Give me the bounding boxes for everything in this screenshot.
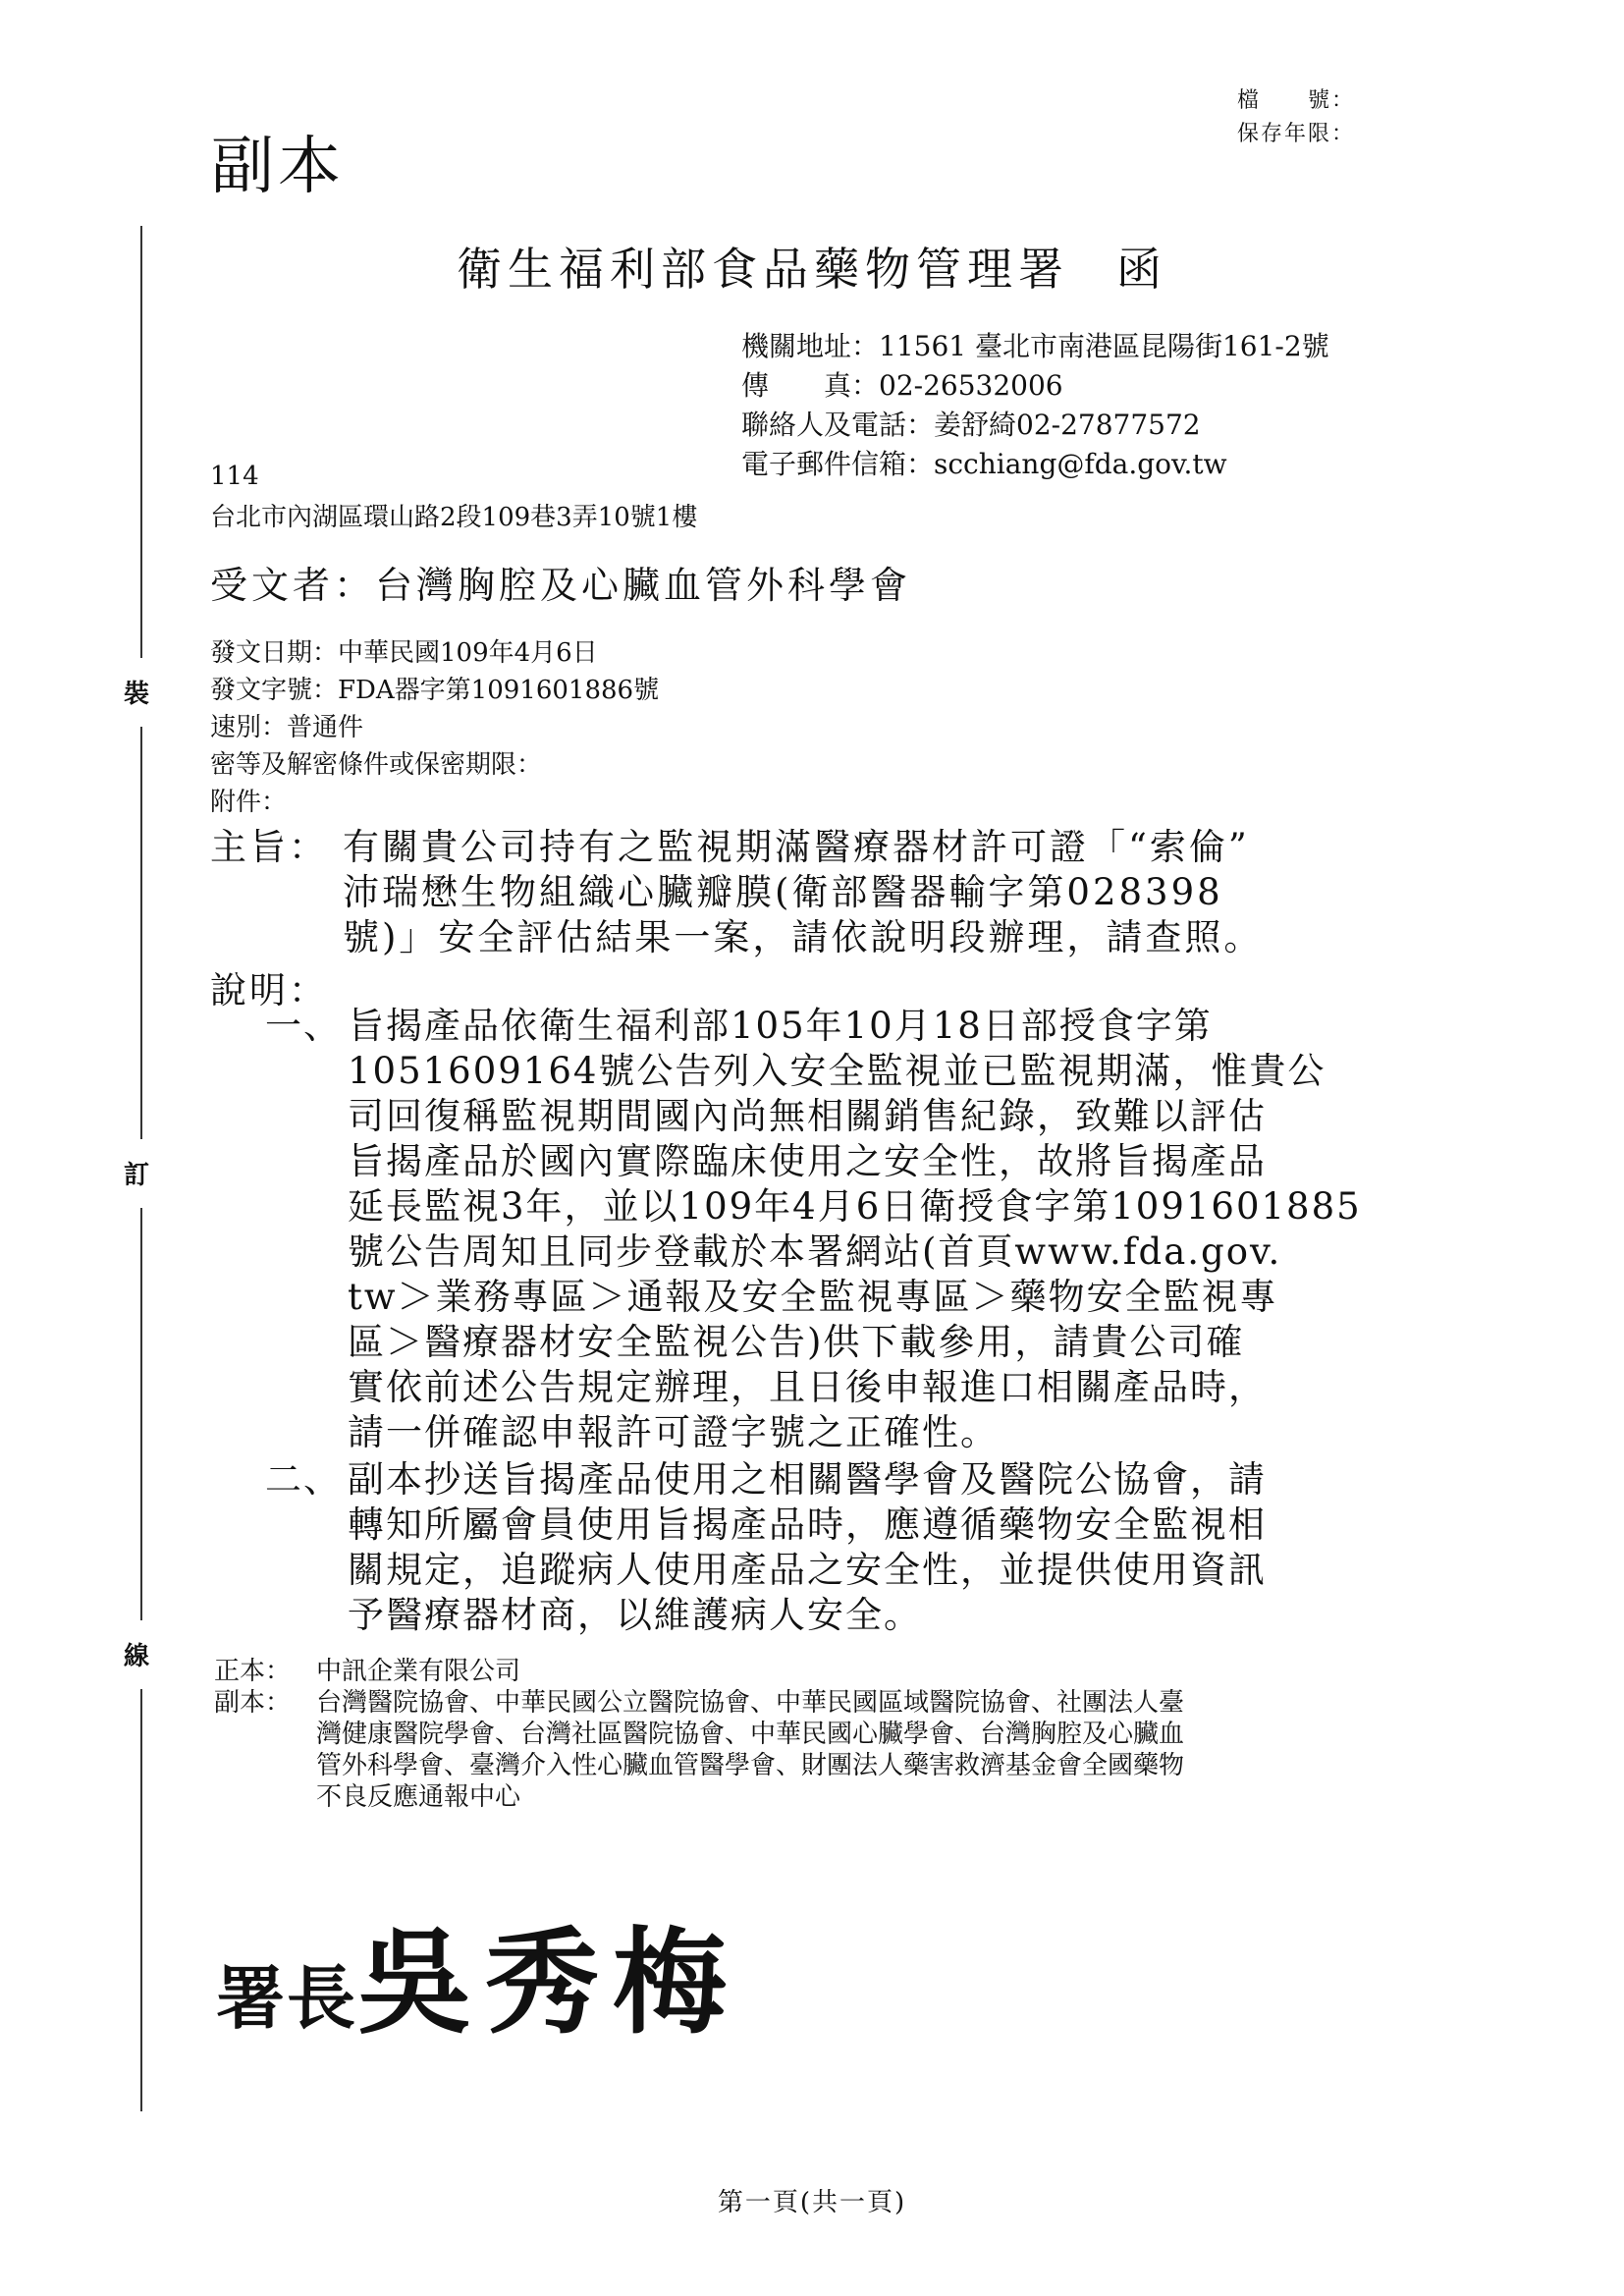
page-number: 第一頁(共一頁)	[717, 2188, 907, 2217]
recipient-name: 受文者：台灣胸腔及心臟血管外科學會	[210, 564, 912, 607]
subject-label: 主旨：	[210, 826, 328, 868]
copy-mark: 副本	[211, 131, 345, 203]
title-agency: 衛生福利部食品藥物管理署	[457, 243, 1069, 296]
subject-block	[210, 825, 1263, 960]
subject-line: 沛瑞懋生物組織心臟瓣膜(衛部醫器輸字第028398	[343, 871, 1223, 913]
binding-line-lower-mid	[140, 1208, 142, 1620]
description-label: 說明：	[210, 969, 328, 1011]
item-line: 轉知所屬會員使用旨揭產品時，應遵循藥物安全監視相	[348, 1503, 1267, 1546]
agency-fax: 傳 真：02-26532006	[741, 369, 1063, 402]
retention-label: 保存年限：	[1237, 122, 1356, 146]
original-recipient-label: 正本：	[214, 1657, 292, 1686]
item-line: 旨揭產品依衛生福利部105年10月18日部授食字第	[348, 1005, 1213, 1047]
document-meta	[210, 634, 659, 821]
item-line: tw＞業務專區＞通報及安全監視專區＞藥物安全監視專	[348, 1276, 1278, 1318]
cc-label: 副本：	[214, 1688, 292, 1718]
signature-name: 吳秀梅	[357, 1916, 740, 2050]
item-line: 請一併確認申報許可證字號之正確性。	[348, 1411, 999, 1453]
file-number-block	[1237, 84, 1375, 151]
subject-line: 號)」安全評估結果一案，請依說明段辦理，請查照。	[343, 916, 1264, 958]
agency-contact: 聯絡人及電話：姜舒綺02-27877572	[741, 409, 1201, 441]
item-line: 旨揭產品於國內實際臨床使用之安全性，故將旨揭產品	[348, 1140, 1267, 1182]
recipient-zip: 114	[210, 462, 259, 491]
file-no-label: 檔 號：	[1237, 88, 1356, 113]
binding-line-bottom	[140, 1689, 142, 2111]
cc-line: 管外科學會、臺灣介入性心臟血管醫學會、財團法人藥害救濟基金會全國藥物	[316, 1751, 1185, 1780]
agency-address: 機關地址：11561 臺北市南港區昆陽街161-2號	[741, 330, 1329, 362]
agency-info	[741, 327, 1329, 484]
cc-line: 台灣醫院協會、中華民國公立醫院協會、中華民國區域醫院協會、社團法人臺	[316, 1688, 1185, 1718]
item-line: 關規定，追蹤病人使用產品之安全性，並提供使用資訊	[348, 1549, 1267, 1591]
distribution-block	[214, 1656, 1184, 1813]
document-number: 發文字號：FDA器字第1091601886號	[210, 676, 660, 705]
delivery-speed: 速別：普通件	[210, 713, 364, 742]
item-line: 予醫療器材商，以維護病人安全。	[348, 1594, 922, 1636]
item-line: 實依前述公告規定辦理，且日後申報進口相關產品時，	[348, 1366, 1267, 1408]
binding-mark-xian: 線	[124, 1642, 150, 1671]
document-title	[0, 234, 1624, 299]
binding-line-upper-mid	[140, 727, 142, 1139]
item-line: 司回復稱監視期間國內尚無相關銷售紀錄，致難以評估	[348, 1095, 1267, 1137]
attachment: 附件：	[210, 788, 288, 817]
item-line: 區＞醫療器材安全監視公告)供下載參用，請貴公司確	[348, 1321, 1245, 1363]
issue-date: 發文日期：中華民國109年4月6日	[210, 638, 598, 668]
item-number: 一、	[265, 1005, 342, 1047]
secrecy-level: 密等及解密條件或保密期限：	[210, 750, 543, 780]
original-recipient: 中訊企業有限公司	[316, 1657, 521, 1686]
cc-line: 不良反應通報中心	[316, 1782, 521, 1812]
item-line: 號公告周知且同步登載於本署網站(首頁www.fda.gov.	[348, 1230, 1282, 1273]
agency-email: 電子郵件信箱：scchiang@fda.gov.tw	[741, 448, 1227, 480]
signature-title: 署長	[216, 1957, 357, 2039]
description-item-2	[265, 1457, 1267, 1638]
item-number: 二、	[265, 1458, 342, 1501]
binding-mark-zhuang: 裝	[124, 680, 150, 709]
title-suffix: 函	[1116, 243, 1167, 296]
subject-line: 有關貴公司持有之監視期滿醫療器材許可證「“索倫”	[343, 826, 1250, 868]
recipient-address: 台北市內湖區環山路2段109巷3弄10號1樓	[210, 503, 698, 532]
description-item-1	[265, 1004, 1362, 1455]
item-line: 1051609164號公告列入安全監視並已監視期滿，惟貴公	[348, 1050, 1326, 1092]
signature	[216, 1891, 740, 2055]
cc-line: 灣健康醫院學會、台灣社區醫院協會、中華民國心臟學會、台灣胸腔及心臟血	[316, 1720, 1185, 1749]
item-line: 延長監視3年，並以109年4月6日衛授食字第1091601885	[348, 1185, 1362, 1228]
binding-mark-ding: 訂	[124, 1161, 150, 1190]
item-line: 副本抄送旨揭產品使用之相關醫學會及醫院公協會，請	[348, 1458, 1267, 1501]
